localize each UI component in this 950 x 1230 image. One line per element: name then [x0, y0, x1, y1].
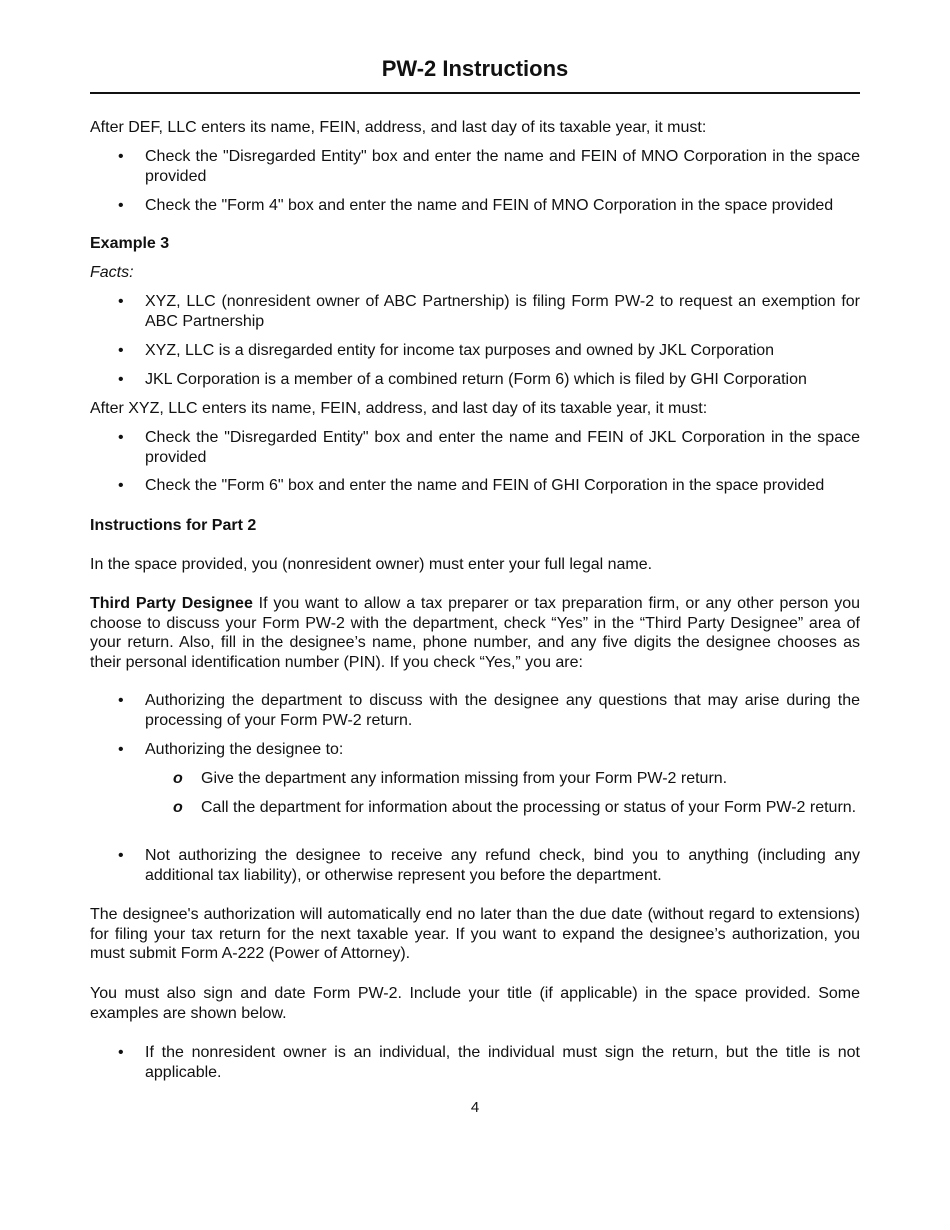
list-item: [90, 147, 860, 186]
sub-list-item-text: Give the department any information missing from your Form PW-2 return.: [201, 770, 728, 787]
bullet-glyph: •: [118, 692, 124, 709]
bullet-glyph: •: [118, 847, 124, 864]
facts-label: Facts:: [90, 264, 134, 281]
list-item-text: Check the "Form 4" box and enter the name and FEIN of MNO Corporation in the space provided: [145, 197, 834, 214]
list-item: [90, 196, 860, 216]
list-item-text: JKL Corporation is a member of a combined return (Form 6) which is filed by GHI Corporation: [145, 371, 807, 388]
list-item-text: XYZ, LLC is a disregarded entity for income tax purposes and owned by JKL Corporation: [145, 342, 775, 359]
list-item: [90, 846, 860, 885]
bullet-glyph: •: [118, 429, 124, 446]
sign-paragraph: You must also sign and date Form PW-2. Include your title (if applicable) in the space provided. Some examples are shown below.: [90, 985, 860, 1022]
bullet-glyph: •: [118, 148, 124, 165]
list-item-text: XYZ, LLC (nonresident owner of ABC Partnership) is filing Form PW-2 to request an exemption for ABC Partnership: [145, 293, 860, 330]
list-item: [90, 691, 860, 730]
page-title: PW-2 Instructions: [381, 56, 569, 81]
list-item-text: Check the "Disregarded Entity" box and enter the name and FEIN of MNO Corporation in the space provided: [145, 148, 860, 185]
sub-list-item: [90, 798, 860, 818]
list-item: [90, 740, 860, 760]
authorization-end-paragraph: The designee's authorization will automatically end no later than the due date (without regard to extensions) for filing your tax return for the next taxable year. If you want to expand the designee’s authorization, you must submit Form A-222 (Power of Attorney).: [90, 906, 860, 962]
example3-heading: Example 3: [90, 235, 170, 252]
bullet-glyph: •: [118, 293, 124, 310]
list-item: [90, 292, 860, 331]
sub-bullet-glyph: o: [173, 770, 183, 787]
bullet-glyph: •: [118, 197, 124, 214]
bullet-glyph: •: [118, 371, 124, 388]
sub-list-item-text: Call the department for information about the processing or status of your Form PW-2 return.: [201, 799, 857, 816]
sub-bullet-glyph: o: [173, 799, 183, 816]
example3-after: After XYZ, LLC enters its name, FEIN, address, and last day of its taxable year, it must:: [90, 400, 708, 417]
list-item: [90, 370, 860, 390]
list-item-text: If the nonresident owner is an individual, the individual must sign the return, but the title is not applicable.: [145, 1044, 860, 1081]
list-item: [90, 1043, 860, 1082]
list-item: [90, 476, 860, 496]
list-item-text: Check the "Disregarded Entity" box and enter the name and FEIN of JKL Corporation in the space provided: [145, 429, 860, 466]
third-party-designee-text: If you want to allow a tax preparer or tax preparation firm, or any other person you choose to discuss your Form PW-2 with the department, check “Yes” in the “Third Party Designee” area of your return. Also, fill in the designee’s name, phone number, and any five digits the designee chooses as their personal identification number (PIN). If you check “Yes,” you are:: [90, 595, 861, 671]
list-item: [90, 341, 860, 361]
bullet-glyph: •: [118, 1044, 124, 1061]
bullet-glyph: •: [118, 342, 124, 359]
bullet-glyph: •: [118, 477, 124, 494]
part2-heading: Instructions for Part 2: [90, 517, 257, 534]
list-item-text: Authorizing the department to discuss with the designee any questions that may arise during the processing of your Form PW-2 return.: [145, 692, 860, 729]
third-party-designee-label: Third Party Designee: [90, 595, 253, 612]
list-item-text: Check the "Form 6" box and enter the name and FEIN of GHI Corporation in the space provided: [145, 477, 825, 494]
section1-intro: After DEF, LLC enters its name, FEIN, address, and last day of its taxable year, it must:: [90, 119, 707, 136]
list-item-text: Authorizing the designee to:: [145, 741, 344, 758]
list-item: [90, 428, 860, 467]
title-rule: [90, 92, 860, 94]
sub-list-item: [90, 769, 860, 789]
list-item-text: Not authorizing the designee to receive any refund check, bind you to anything (including any additional tax liability), or otherwise represent you before the department.: [145, 847, 860, 884]
bullet-glyph: •: [118, 741, 124, 758]
part2-para1: In the space provided, you (nonresident owner) must enter your full legal name.: [90, 556, 653, 573]
page-number: 4: [470, 1099, 480, 1116]
third-party-designee-paragraph: [90, 594, 860, 672]
